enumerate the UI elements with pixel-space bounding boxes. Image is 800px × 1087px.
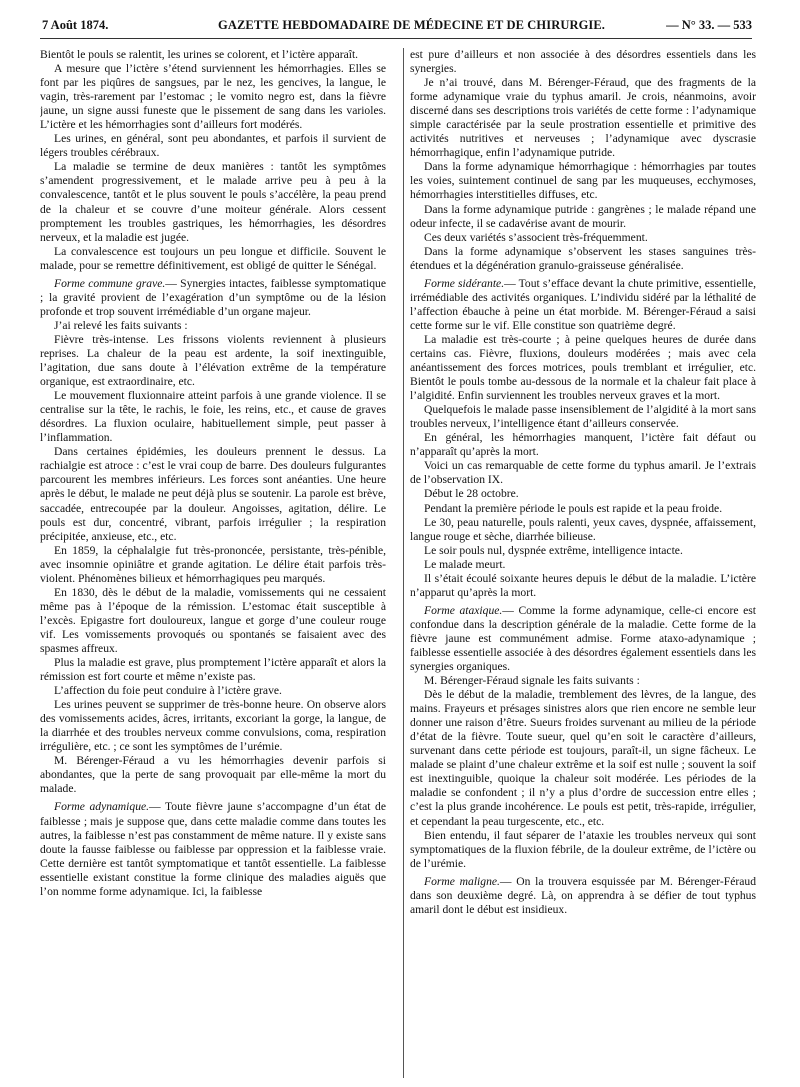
paragraph: Dans la forme adynamique hémorrhagique : hémorrhagies par toutes les voies, suintement continuel de sang par les muqueuses, ecchymoses, hémorrhagies interstitielles diffuses, etc. <box>410 160 756 202</box>
header-rule <box>40 38 752 39</box>
paragraph: Le malade meurt. <box>424 557 506 571</box>
section-paragraph <box>410 604 756 674</box>
section-heading: Forme sidérante. <box>424 276 505 290</box>
paragraph: J’ai relevé les faits suivants : <box>54 318 188 332</box>
section-heading: Forme commune grave. <box>54 276 166 290</box>
paragraph: Bien entendu, il faut séparer de l’ataxie les troubles nerveux qui sont symptomatiques de la fluxion fébrile, de la douleur extrême, de l’ictère ou de l’urémie. <box>410 828 756 870</box>
paragraph: A mesure que l’ictère s’étend surviennent les hémorrhagies. Elles se font par les piqûres de sangsues, par le nez, les gencives, la langue, le vagin, très-rarement par l’estomac ; le vomito negro est, dans la fièvre jaune, un signe aussi funeste que le pissement de sang dans les varioles. L’ictère et les hémorrhagies sont d’ailleurs fort modérés. <box>40 62 386 132</box>
paragraph: Il s’était écoulé soixante heures depuis le début de la maladie. L’ictère n’apparut qu’après la mort. <box>410 571 756 599</box>
paragraph: Plus la maladie est grave, plus promptement l’ictère apparaît et alors la rémission est fort courte et même n’existe pas. <box>40 656 386 684</box>
paragraph: Le mouvement fluxionnaire atteint parfois à une grande violence. Il se centralise sur la tête, le rachis, le foie, les reins, etc., et cause de graves désordres. La fluxion oculaire, habituellement simple, peut passer à l’inflammation. <box>40 389 386 445</box>
section-text: — On la trouvera esquissée par M. Bérenger-Féraud dans son deuxième degré. Là, on apprendra à se défier de tout typhus amaril dont le début est insidieux. <box>410 874 756 916</box>
section-text: — Comme la forme adynamique, celle-ci encore est confondue dans la description générale de la maladie. Cette forme de la fièvre jaune est communément admise. Forme ataxo-adynamique ; faiblesse essentielle associée à des désordres également essentiels dans les synergies organiques. <box>410 603 756 674</box>
paragraph: Fièvre très-intense. Les frissons violents reviennent à plusieurs reprises. La chaleur de la peau est ardente, la soif inextinguible, l’agitation, due sans doute à l’élévation extrême de la température organique, est extraordinaire, etc. <box>40 332 386 389</box>
paragraph: La maladie est très-courte ; à peine quelques heures de durée dans certains cas. Fièvre, fluxions, douleurs modérées ; mais avec cela anéantissement des forces motrices, pouls tremblant et irrégulier, etc. Bientôt le pouls tombe au-dessous de la normale et la chaleur fait place à l’algidité. Enfin surviennent les troubles nerveux graves et la mort. <box>410 332 756 403</box>
paragraph: Les urines peuvent se supprimer de très-bonne heure. On observe alors des vomissements acides, âcres, irritants, excoriant la gorge, la langue, de la diarrhée et des troubles nerveux comme convulsions, coma, respiration irrégulière, etc. ; ce sont les symptômes de l’urémie. <box>40 698 386 754</box>
issue-page-number: — N° 33. — 533 <box>666 18 752 32</box>
paragraph: En général, les hémorrhagies manquent, l’ictère fait défaut ou n’apparaît qu’après la mort. <box>410 431 756 459</box>
section-heading: Forme ataxique. <box>424 603 503 617</box>
paragraph: Dans la forme adynamique putride : gangrènes ; le malade répand une odeur infecte, il se cadavérise avant de mourir. <box>410 202 756 230</box>
section-paragraph <box>410 875 756 917</box>
paragraph: Le soir pouls nul, dyspnée extrême, intelligence intacte. <box>424 543 683 557</box>
paragraph: Voici un cas remarquable de cette forme du typhus amaril. Je l’extrais de l’observation IX. <box>410 459 756 487</box>
paragraph: En 1830, dès le début de la maladie, vomissements qui ne cessaient même pas à l’époque de la rémission. L’estomac était susceptible à l’excès. Epigastre fort douloureux, langue et gorge d’une couleur rouge vif. Les vomissements provoqués ou spontanés se faisaient avec des spasmes affreux. <box>40 585 386 655</box>
paragraph: Dans la forme adynamique s’observent les stases sanguines très-étendues et la dégénération granulo-graisseuse généralisée. <box>410 244 756 272</box>
paragraph: Dans certaines épidémies, les douleurs prennent le dessus. La rachialgie est atroce : c’est le vrai coup de barre. Des douleurs fulgurantes parcourent les membres inférieurs. Les forces sont anéanties. Une heure après le début, le malade ne peut déjà plus se soutenir. La parole est brève, saccadée, entrecoupée par la douleur. Angoisses, agitation, délire. Le pouls est dur, concentré, vibrant, parfois irrégulier ; la respiration précipitée, anxieuse, etc., etc. <box>40 445 386 543</box>
paragraph: Début le 28 octobre. <box>424 487 519 501</box>
section-text: — Toute fièvre jaune s’accompagne d’un état de faiblesse ; mais je suppose que, dans cette maladie comme dans toutes les autres, la faiblesse n’est pas constamment de même nature. Il y existe sans doute la fausse faiblesse ou faiblesse par oppression et la faiblesse vraie. Cette dernière est tantôt symptomatique et tantôt essentielle. La faiblesse essentielle existant constitue la forme clinique des maladies aiguës que l’on nomme forme adynamique. Ici, la faiblesse <box>40 800 386 898</box>
section-text: — Synergies intactes, faiblesse symptomatique ; la gravité provient de l’exagération d’un symptôme ou de la lésion profonde et trop souvent irrémédiable d’un organe majeur. <box>40 276 386 318</box>
section-paragraph <box>410 277 756 333</box>
section-heading: Forme maligne. <box>424 874 500 888</box>
paragraph: Les urines, en général, sont peu abondantes, et parfois il survient de légers troubles cérébraux. <box>40 132 386 160</box>
journal-title: GAZETTE HEBDOMADAIRE DE MÉDECINE ET DE CHIRURGIE. <box>218 18 606 32</box>
paragraph: Pendant la première période le pouls est rapide et la peau froide. <box>424 501 723 515</box>
paragraph: Le 30, peau naturelle, pouls ralenti, yeux caves, dyspnée, affaissement, langue rouge et sèche, diarrhée bilieuse. <box>410 515 756 543</box>
section-text: — Tout s’efface devant la chute primitive, essentielle, irrémédiable des activités organiques. L’individu sidéré par la léthalité de l’affection ébauche à peine un état morbide. M. Bérenger-Féraud a saisi cette forme sur le vif. Elle constitue son quatrième degré. <box>410 276 756 332</box>
paragraph: M. Bérenger-Féraud signale les faits suivants : <box>424 674 640 688</box>
right-column <box>410 48 756 1084</box>
paragraph: Bientôt le pouls se ralentit, les urines se colorent, et l’ictère apparaît. <box>40 48 359 61</box>
paragraph: La convalescence est toujours un peu longue et difficile. Souvent le malade, pour se remettre définitivement, est obligé de quitter le Sénégal. <box>40 244 386 272</box>
paragraph: La maladie se termine de deux manières : tantôt les symptômes s’amendent progressivement, et le malade arrive peu à peu à la convalescence, tantôt et le plus souvent le pouls s’accélère, la peau prend de la chaleur et se couvre d’une moiteur générale. Alors cessent promptement les troubles gastriques, les hémorrhagies, les désordres nerveux, et la maladie est jugée. <box>40 160 386 244</box>
paragraph: Ces deux variétés s’associent très-fréquemment. <box>424 230 648 244</box>
issue-date: 7 Août 1874. <box>42 18 109 32</box>
paragraph: En 1859, la céphalalgie fut très-prononcée, persistante, très-pénible, avec insomnie opiniâtre et grande agitation. Le délire était parfois très-violent. Phénomènes bilieux et hémorrhagiques peu marqués. <box>40 543 386 585</box>
paragraph: L’affection du foie peut conduire à l’ictère grave. <box>54 684 282 698</box>
paragraph: Quelquefois le malade passe insensiblement de l’algidité à la mort sans troubles nerveux, l’intelligence étant d’ailleurs conservée. <box>410 403 756 431</box>
section-heading: Forme adynamique. <box>54 800 150 814</box>
left-column <box>40 48 386 1084</box>
section-paragraph <box>40 800 386 898</box>
paragraph: Je n’ai trouvé, dans M. Bérenger-Féraud, que des fragments de la forme adynamique vraie du typhus amaril. Je crois, néanmoins, avoir discerné dans ses descriptions trois variétés de cette forme : l’adynamique simple caractérisée par la seule prostration essentielle et primitive des activités nutritives et nerveuses ; l’adynamique avec dyscrasie hémorrhagique, enfin l’adynamique putride. <box>410 76 756 160</box>
section-paragraph <box>40 277 386 319</box>
paragraph: M. Bérenger-Féraud a vu les hémorrhagies devenir parfois si abondantes, que la perte de sang provoquait par elle-même la mort du malade. <box>40 754 386 796</box>
column-divider <box>403 48 404 1078</box>
page-header <box>40 12 752 38</box>
paragraph: est pure d’ailleurs et non associée à des désordres essentiels dans les synergies. <box>410 48 756 76</box>
paragraph: Dès le début de la maladie, tremblement des lèvres, de la langue, des mains. Frayeurs et présages sinistres alors que rien encore ne semble leur donner une raison d’être. Sueurs froides survenant au milieu de la période d’état de la fièvre. Toute sueur, quel qu’en soit le caractère d’ailleurs, survenant dans cette période est toujours, paraît-il, un signe fâcheux. Le malade se plaint d’une chaleur extrême et la soif est nulle ; souvent la soif est inextinguible, quoique la chaleur soit modérée. Les périodes de la maladie se confondent ; il n’y a plus d’ordre de succession entre elles ; c’est la plus grande incohérence. Le pouls est petit, très-rapide, irrégulier, et cependant la peau turgescente, etc., etc. <box>410 688 756 828</box>
